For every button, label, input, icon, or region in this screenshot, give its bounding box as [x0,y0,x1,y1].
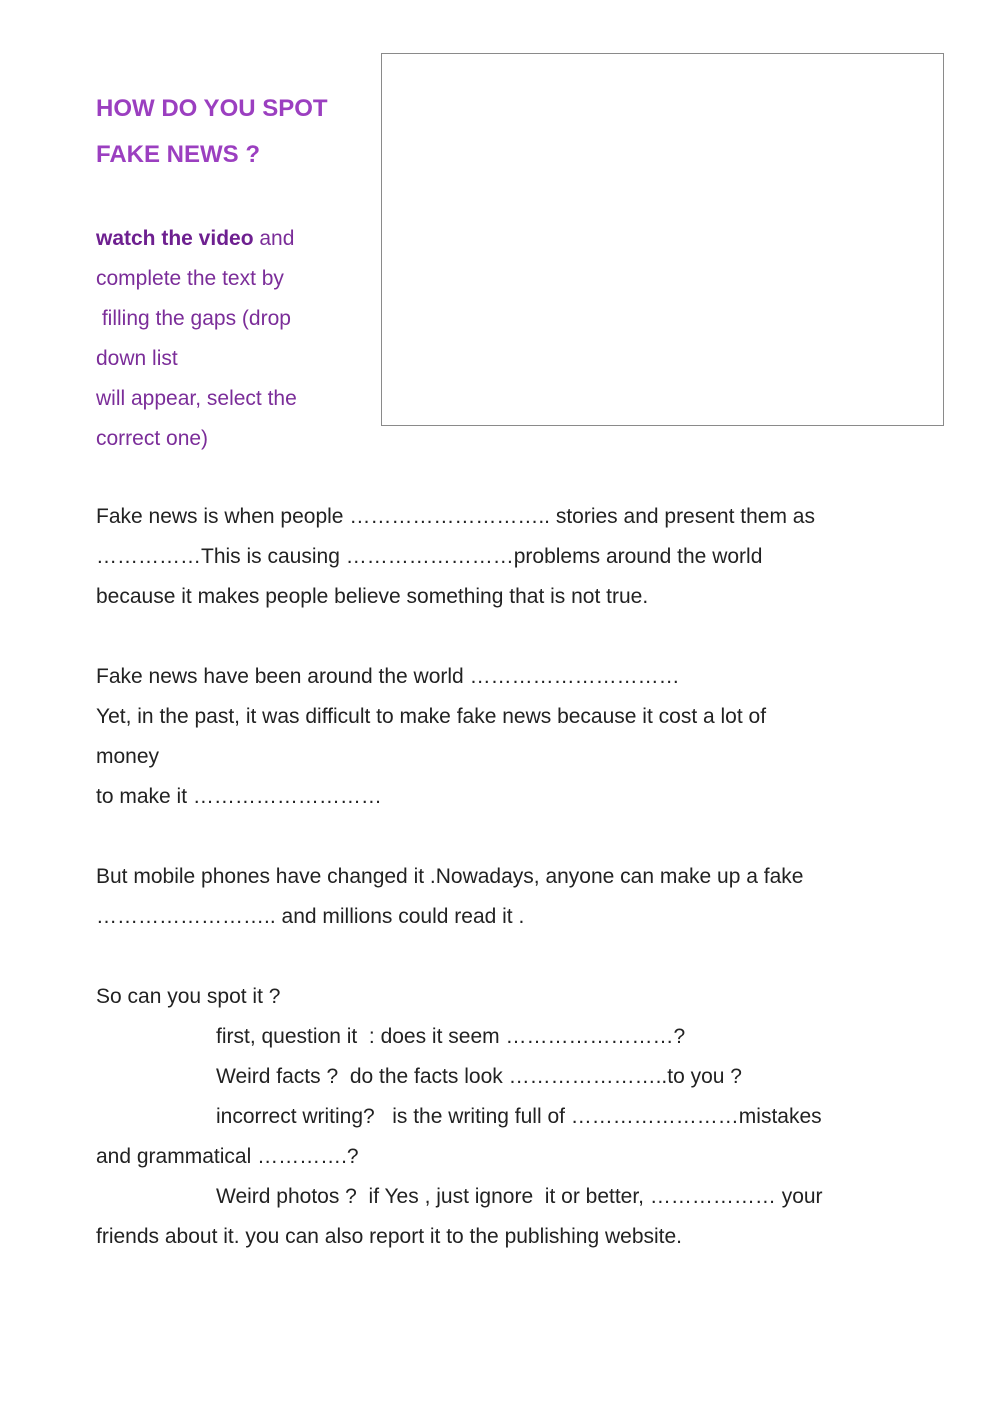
p1-line-1 [96,497,926,537]
gap-dropdown-7[interactable]: …………………… [505,1025,674,1048]
q2-text-1: Weird facts ? do the facts look [216,1065,509,1088]
instructions-bold: watch the video [96,227,254,250]
p1-line-2 [96,537,926,577]
gap-dropdown-2[interactable]: …………… [96,545,201,568]
p2-text-2: to make it [96,785,193,808]
p3-line-1: But mobile phones have changed it .Nowadays, anyone can make up a fake [96,865,804,888]
instructions-line-1-rest: and [253,227,295,250]
instructions-line-4: down list [96,347,178,370]
blank-line [96,937,926,977]
instructions-line-3: filling the gaps (drop [96,307,291,330]
q2-text-2: to you ? [667,1065,742,1088]
p4-line-1: So can you spot it ? [96,985,281,1008]
q4-text-2: your [781,1185,823,1208]
q1-text-2: ? [673,1025,686,1048]
q1-text-1: first, question it : does it seem [216,1025,506,1048]
p1-text-2: stories and present them as [555,505,815,528]
blank-line [96,617,926,657]
gap-dropdown-8[interactable]: ………………….. [508,1065,668,1088]
instructions-line-5: will appear, select the [96,387,297,410]
p1-line-3: because it makes people believe something that is not true. [96,585,649,608]
title-line-1: HOW DO YOU SPOT [96,95,328,122]
p2-line-3: money [96,745,160,768]
p1-text-1: Fake news is when people [96,505,350,528]
p2-text-1: Fake news have been around the world [96,665,470,688]
p3-text-1: and millions could read it . [281,905,525,928]
gap-dropdown-6[interactable]: …………………….. [96,905,282,928]
p1-text-3: This is causing [201,545,346,568]
question-1 [96,1017,926,1057]
p2-line-1 [96,657,926,697]
p2-line-4 [96,777,926,817]
question-2 [96,1057,926,1097]
q3-text-2: mistakes [738,1105,822,1128]
page-title [96,86,328,178]
gap-dropdown-9[interactable]: …………………… [570,1105,739,1128]
q3-text-3: and grammatical [96,1145,258,1168]
instructions-line-2: complete the text by [96,267,284,290]
question-4-cont: friends about it. you can also report it to the publishing website. [96,1225,683,1248]
question-4 [96,1177,926,1217]
q3-text-1: incorrect writing? is the writing full of [216,1105,571,1128]
gap-dropdown-5[interactable]: ……………………… [192,785,382,808]
q4-text-1: Weird photos ? if Yes , just ignore it or better, [216,1185,650,1208]
gap-dropdown-11[interactable]: ……………… [649,1185,782,1208]
q3-text-4: ? [346,1145,359,1168]
exercise-text [96,497,926,1257]
p3-line-2 [96,897,926,937]
p2-line-2: Yet, in the past, it was difficult to make fake news because it cost a lot of [96,705,767,728]
title-line-2: FAKE NEWS ? [96,141,261,168]
question-3-cont [96,1137,926,1177]
instructions-line-1 [96,219,366,259]
video-player[interactable] [381,53,944,426]
instructions-line-6: correct one) [96,427,209,450]
gap-dropdown-1[interactable]: ……………………….. [349,505,556,528]
p1-text-4: problems around the world [513,545,763,568]
gap-dropdown-4[interactable]: ………………………… [469,665,680,688]
gap-dropdown-3[interactable]: …………………… [345,545,514,568]
blank-line [96,817,926,857]
instructions [96,219,366,459]
question-3 [96,1097,926,1137]
gap-dropdown-10[interactable]: …………. [257,1145,347,1168]
